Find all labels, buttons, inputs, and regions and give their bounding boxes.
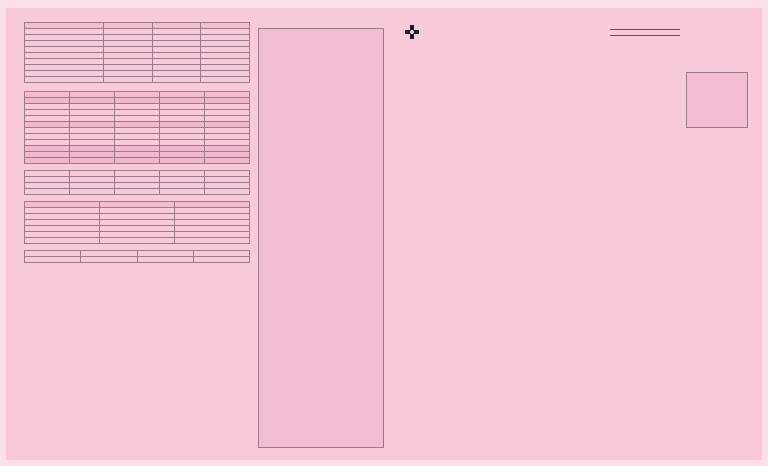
catatan-khusus-box: [258, 28, 384, 448]
table-cell: [70, 158, 115, 164]
kartu-header: [404, 22, 754, 46]
table-cell: [137, 257, 193, 263]
table-cell: [160, 189, 205, 195]
table-cell: [115, 158, 160, 164]
hepb-section: [24, 170, 250, 195]
pemeriksaan-k1-section: [474, 66, 680, 128]
obstetri-row: [404, 66, 754, 128]
table-row: [25, 238, 250, 244]
table-cell: [205, 189, 250, 195]
table-cell: [205, 158, 250, 164]
hiv-table: [24, 201, 250, 244]
table-cell: [25, 189, 70, 195]
table-cell: [193, 257, 249, 263]
hiv-section: [24, 201, 250, 244]
table-row: [25, 189, 250, 195]
table-cell: [115, 189, 160, 195]
kb-table: [24, 22, 250, 83]
table-cell: [100, 238, 175, 244]
table-row: [25, 257, 250, 263]
catatan-khusus-small-box: [686, 72, 748, 128]
catatan-khusus-label: [259, 29, 383, 31]
sifilis-table: [24, 250, 250, 263]
kb-section: [24, 22, 250, 83]
table-cell: [70, 189, 115, 195]
table-cell: [25, 158, 70, 164]
table-cell: [25, 238, 100, 244]
table-cell: [81, 257, 137, 263]
table-cell: [175, 238, 250, 244]
table-cell: [25, 257, 81, 263]
table-row: [25, 158, 250, 164]
dokter-section: [404, 140, 754, 142]
hepb-table: [24, 170, 250, 195]
header-fields: [608, 26, 680, 38]
table-cell: [160, 158, 205, 164]
right-column: [404, 56, 754, 146]
riwayat-section: [404, 66, 468, 128]
left-column: [24, 22, 250, 267]
sifilis-section: [24, 250, 250, 263]
ppia-table: [24, 91, 250, 164]
kemenkes-logo-icon: [404, 24, 420, 40]
ppia-section: [24, 91, 250, 164]
